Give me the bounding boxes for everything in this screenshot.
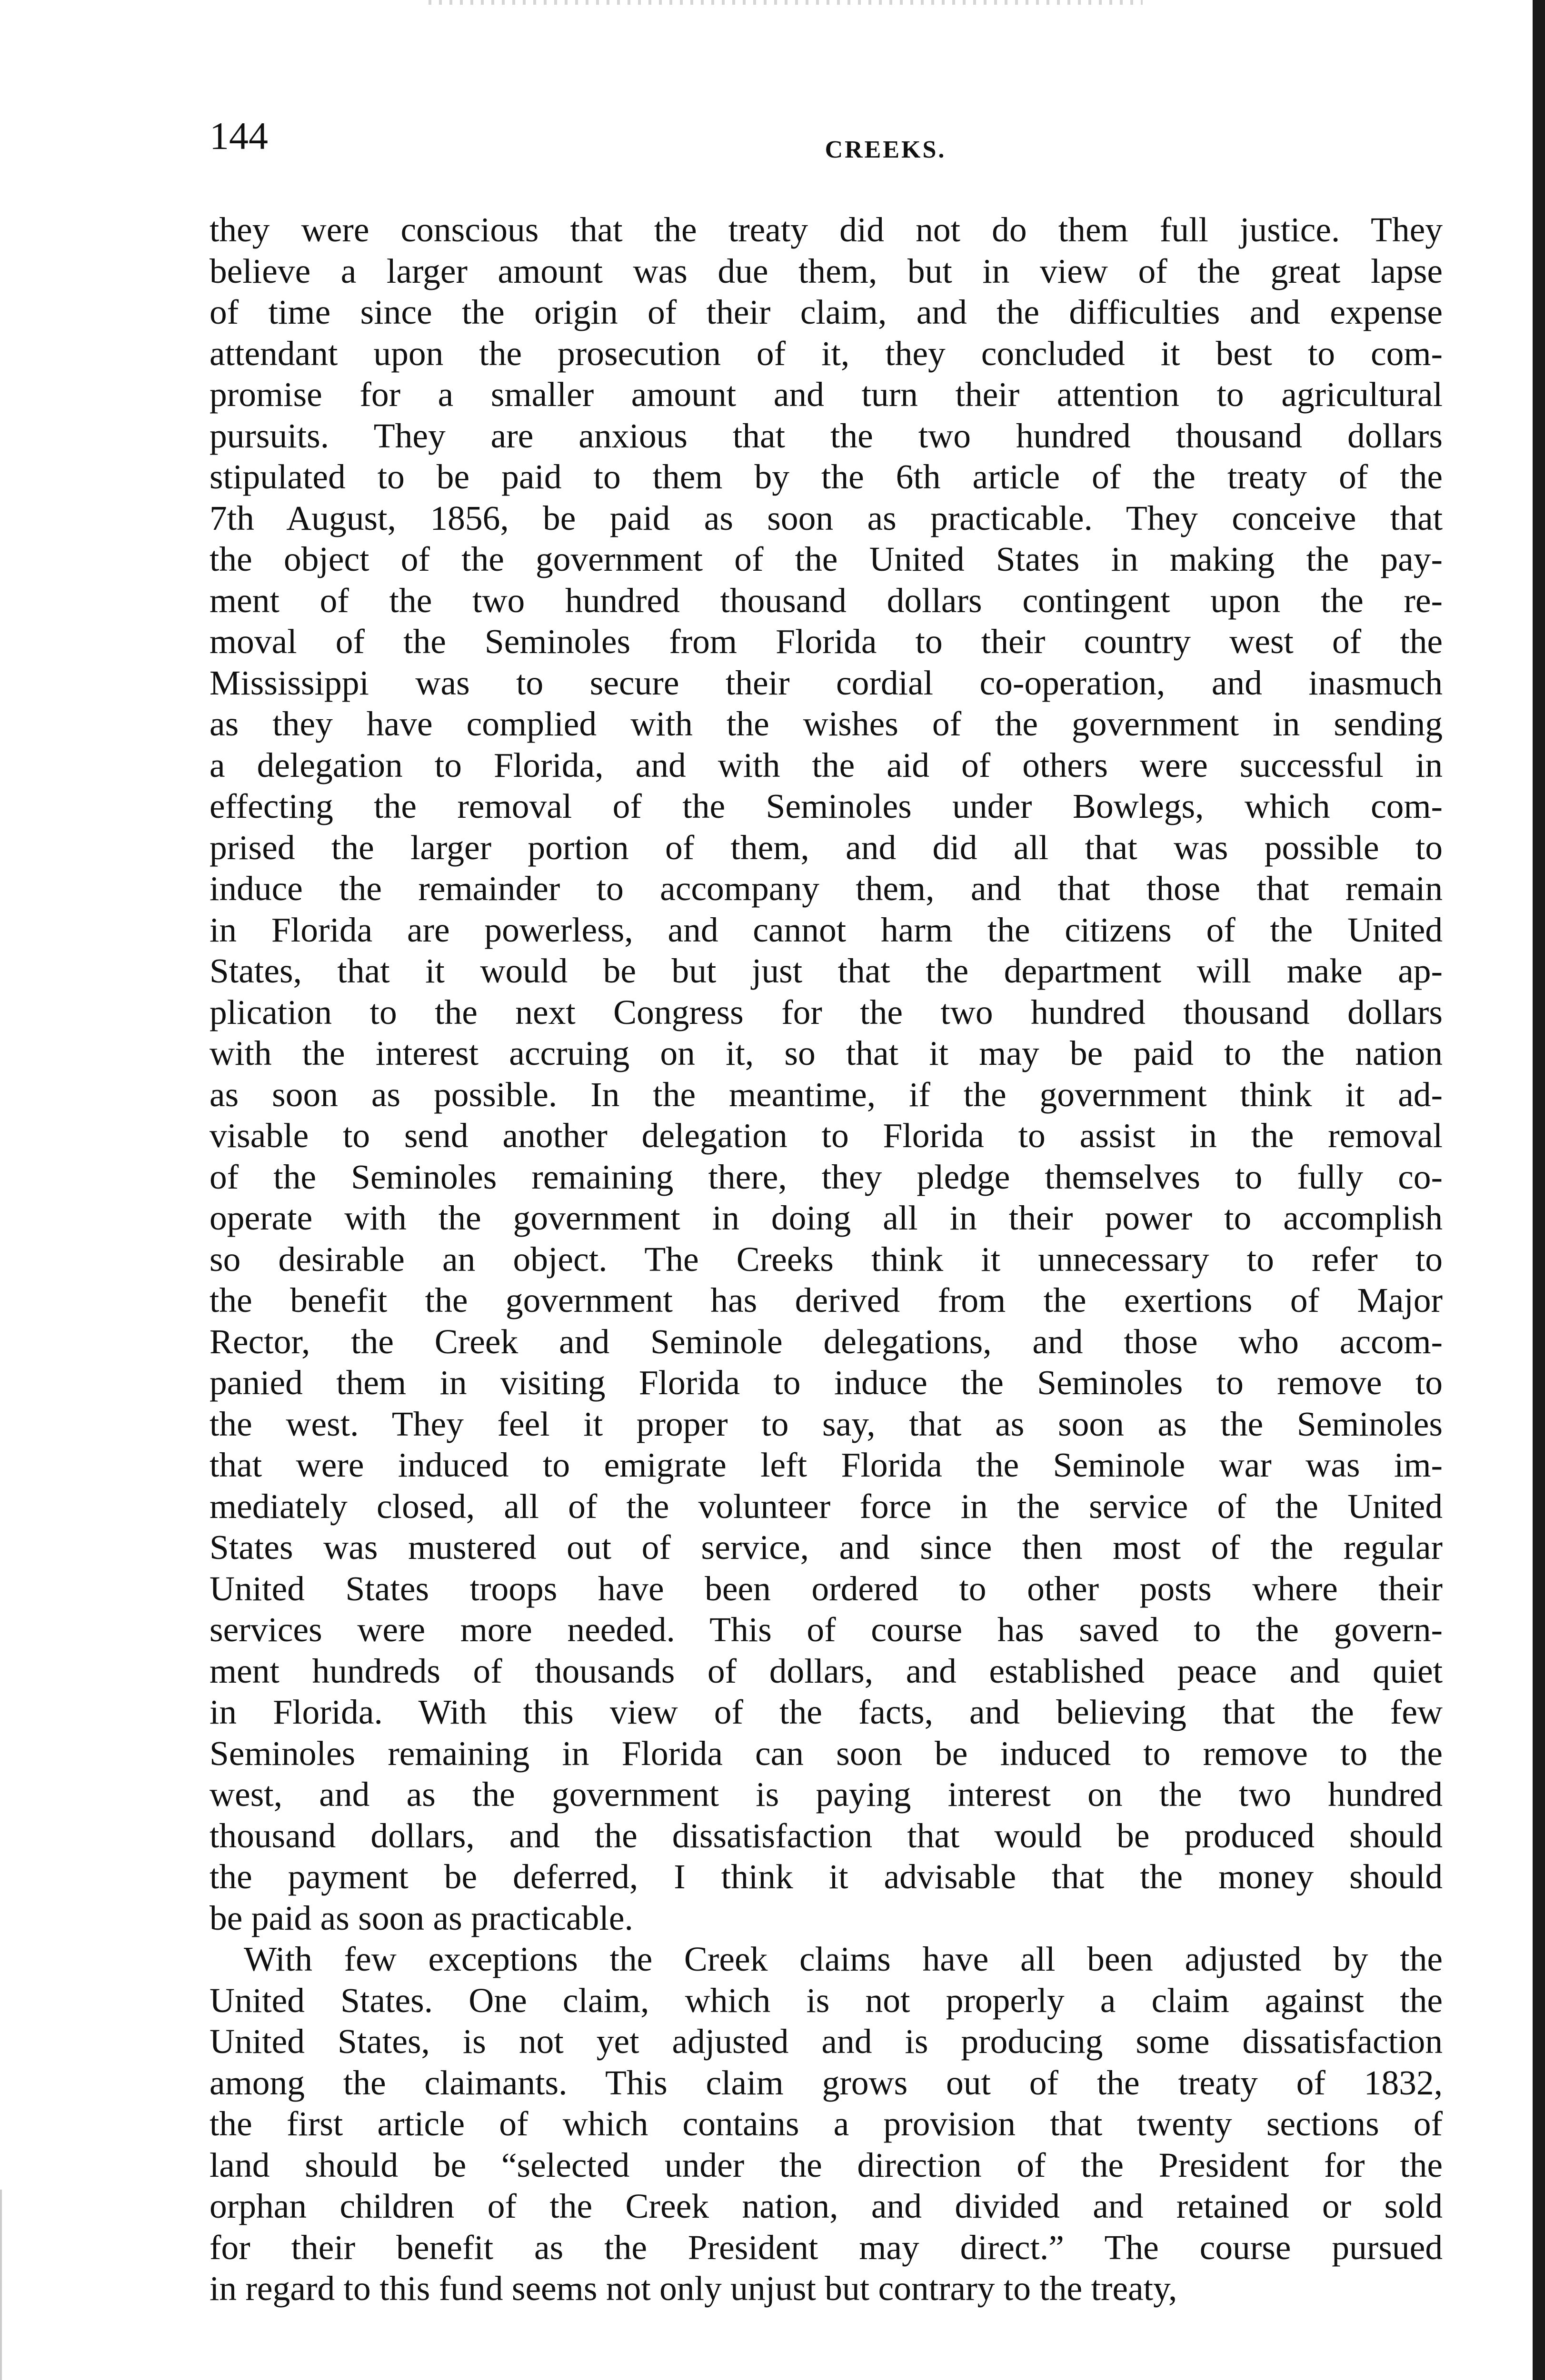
text-line: of the Seminoles remaining there, they pledge themselves to fully co- — [209, 1157, 1443, 1196]
text-line: with the interest accruing on it, so that it may be paid to the nation — [209, 1034, 1443, 1072]
text-line: land should be “selected under the direction of the President for the — [209, 2145, 1443, 2184]
text-line: ment of the two hundred thousand dollars contingent upon the re- — [209, 581, 1443, 620]
text-line: believe a larger amount was due them, but in view of the great lapse — [209, 251, 1443, 290]
text-line: Seminoles remaining in Florida can soon be induced to remove to the — [209, 1734, 1443, 1773]
text-line: the object of the government of the United States in making the pay- — [209, 540, 1443, 578]
text-line: United States. One claim, which is not properly a claim against the — [209, 1981, 1443, 2020]
page-edge-top-artifact — [429, 0, 1143, 5]
text-line: Mississippi was to secure their cordial co-operation, and inasmuch — [209, 663, 1443, 702]
text-line: the west. They feel it proper to say, that as soon as the Seminoles — [209, 1404, 1443, 1443]
text-line: as they have complied with the wishes of the government in sending — [209, 704, 1443, 743]
paragraph — [209, 1939, 1443, 2310]
text-line: in regard to this fund seems not only unjust but contrary to the treaty, — [209, 2269, 1177, 2308]
text-line: be paid as soon as practicable. — [209, 1898, 633, 1937]
text-line: United States troops have been ordered to other posts where their — [209, 1569, 1443, 1608]
text-line: With few exceptions the Creek claims have all been adjusted by the — [244, 1940, 1443, 1978]
page-number: 144 — [209, 114, 268, 158]
text-line: 7th August, 1856, be paid as soon as practicable. They conceive that — [209, 498, 1443, 537]
body-text — [209, 209, 1443, 2310]
text-line: moval of the Seminoles from Florida to their country west of the — [209, 622, 1443, 661]
text-line: the first article of which contains a provision that twenty sections of — [209, 2104, 1443, 2143]
text-line: that were induced to emigrate left Florida the Seminole war was im- — [209, 1446, 1443, 1484]
text-line: promise for a smaller amount and turn their attention to agricultural — [209, 375, 1443, 414]
page-header — [209, 114, 1457, 174]
text-line: States was mustered out of service, and since then most of the regular — [209, 1528, 1443, 1567]
text-line: visable to send another delegation to Florida to assist in the removal — [209, 1116, 1443, 1155]
text-line: stipulated to be paid to them by the 6th article of the treaty of the — [209, 457, 1443, 496]
text-line: States, that it would be but just that the department will make ap- — [209, 952, 1443, 990]
text-line: thousand dollars, and the dissatisfaction that would be produced should — [209, 1816, 1443, 1855]
text-line: pursuits. They are anxious that the two hundred thousand dollars — [209, 416, 1443, 455]
text-line: the benefit the government has derived from the exertions of Major — [209, 1281, 1443, 1319]
text-line: among the claimants. This claim grows out of the treaty of 1832, — [209, 2063, 1443, 2102]
text-line: panied them in visiting Florida to induce the Seminoles to remove to — [209, 1363, 1443, 1402]
text-line: in Florida are powerless, and cannot harm the citizens of the United — [209, 910, 1443, 949]
text-line: induce the remainder to accompany them, and that those that remain — [209, 869, 1443, 908]
text-line: the payment be deferred, I think it advisable that the money should — [209, 1857, 1443, 1896]
text-line: effecting the removal of the Seminoles under Bowlegs, which com- — [209, 787, 1443, 825]
text-line: orphan children of the Creek nation, and divided and retained or sold — [209, 2187, 1443, 2225]
text-line: plication to the next Congress for the two hundred thousand dollars — [209, 992, 1443, 1031]
page-edge-right-border — [1533, 0, 1545, 2380]
running-head: CREEKS. — [825, 136, 947, 163]
text-line: mediately closed, all of the volunteer force in the service of the United — [209, 1487, 1443, 1526]
text-line: a delegation to Florida, and with the aid of others were successful in — [209, 745, 1443, 784]
text-line: so desirable an object. The Creeks think it unnecessary to refer to — [209, 1240, 1443, 1279]
text-line: ment hundreds of thousands of dollars, and established peace and quiet — [209, 1651, 1443, 1690]
text-line: for their benefit as the President may direct.” The course pursued — [209, 2228, 1443, 2267]
text-line: operate with the government in doing all in their power to accomplish — [209, 1199, 1443, 1237]
text-line: as soon as possible. In the meantime, if the government think it ad- — [209, 1075, 1443, 1114]
text-line: they were conscious that the treaty did not do them full justice. They — [209, 210, 1443, 249]
page-edge-left-artifact — [0, 2190, 2, 2380]
text-line: of time since the origin of their claim, and the difficulties and expense — [209, 293, 1443, 331]
text-line: United States, is not yet adjusted and is producing some dissatisfaction — [209, 2022, 1443, 2061]
text-line: west, and as the government is paying interest on the two hundred — [209, 1775, 1443, 1814]
text-line: in Florida. With this view of the facts, and believing that the few — [209, 1693, 1443, 1731]
paragraph — [209, 209, 1443, 1939]
text-line: Rector, the Creek and Seminole delegations, and those who accom- — [209, 1322, 1443, 1361]
text-line: attendant upon the prosecution of it, they concluded it best to com- — [209, 334, 1443, 373]
text-line: prised the larger portion of them, and did all that was possible to — [209, 828, 1443, 867]
text-line: services were more needed. This of course has saved to the govern- — [209, 1610, 1443, 1649]
